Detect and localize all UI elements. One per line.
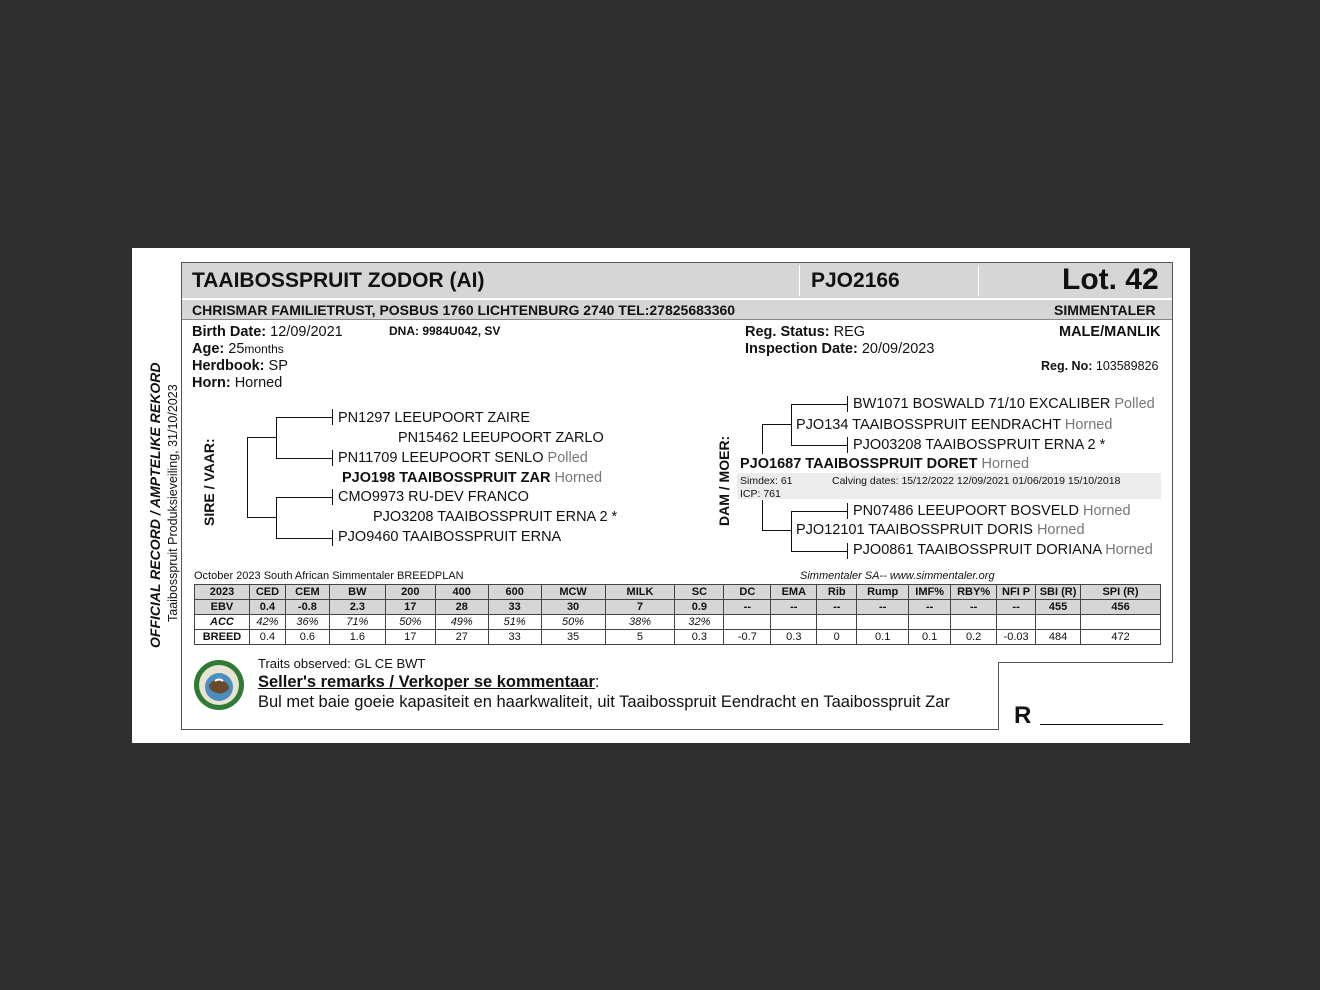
inspection-date: Inspection Date: 20/09/2023 (745, 341, 935, 357)
ebv-cell: 0 (817, 630, 857, 645)
ebv-cell: 455 (1036, 600, 1081, 615)
ebv-cell: 0.4 (249, 600, 285, 615)
ebv-header-cell: Rump (857, 585, 909, 600)
dam-calving-dates: Calving dates: 15/12/2022 12/09/2021 01/06/2019 15/10/2018 (832, 475, 1121, 487)
ebv-cell (1081, 615, 1161, 630)
ebv-cell: -- (997, 600, 1036, 615)
animal-name: TAAIBOSSPRUIT ZODOR (AI) (192, 269, 485, 292)
ebv-cell: -0.03 (997, 630, 1036, 645)
ebv-cell: 484 (1036, 630, 1081, 645)
ebv-cell: 0.3 (771, 630, 817, 645)
ebv-header-cell: RBY% (951, 585, 997, 600)
ebv-row-label: EBV (195, 600, 250, 615)
ebv-header-cell: MILK (605, 585, 675, 600)
ebv-cell (857, 615, 909, 630)
dam-dam-sire: PN07486 LEEUPOORT BOSVELD Horned (853, 503, 1131, 519)
ebv-cell: 17 (385, 630, 435, 645)
ebv-cell: 35 (541, 630, 605, 645)
reg-status: Reg. Status: REG (745, 324, 866, 340)
price-line[interactable] (1040, 724, 1163, 725)
ebv-cell (997, 615, 1036, 630)
ebv-cell: 50% (385, 615, 435, 630)
age: Age: 25months (192, 341, 284, 357)
ebv-header-cell: EMA (771, 585, 817, 600)
ebv-cell: -- (857, 600, 909, 615)
ebv-cell: 38% (605, 615, 675, 630)
ebv-cell: -- (909, 600, 951, 615)
ebv-cell: 1.6 (329, 630, 385, 645)
ebv-cell: -0.8 (285, 600, 329, 615)
dam-sire-dam: PJO03208 TAAIBOSSPRUIT ERNA 2 * (853, 437, 1106, 453)
ebv-cell (909, 615, 951, 630)
reg-number: Reg. No: 103589826 (1041, 359, 1159, 373)
ebv-cell: 456 (1081, 600, 1161, 615)
ebv-cell: 5 (605, 630, 675, 645)
ebv-header-cell: CEM (285, 585, 329, 600)
ebv-cell: -- (771, 600, 817, 615)
ebv-header-cell: 400 (435, 585, 488, 600)
sire-dam-sire: CMO9973 RU-DEV FRANCO (338, 489, 529, 505)
ebv-cell: -- (724, 600, 771, 615)
herdbook: Herdbook: SP (192, 358, 288, 374)
ebv-header-row (195, 585, 1161, 600)
ebv-cell: 42% (249, 615, 285, 630)
ebv-cell: 0.6 (285, 630, 329, 645)
remarks-text: Bul met baie goeie kapasiteit en haarkwaliteit, uit Taaibosspruit Eendracht en Taaibosspruit Zar (258, 693, 950, 711)
official-record-label: OFFICIAL RECORD / AMPTELIKE REKORD (147, 362, 163, 648)
ebv-header-cell: SBI (R) (1036, 585, 1081, 600)
ebv-cell: 36% (285, 615, 329, 630)
ebv-header-cell: MCW (541, 585, 605, 600)
ebv-header-cell: Rib (817, 585, 857, 600)
sire-dam-dam: PJO9460 TAAIBOSSPRUIT ERNA (338, 529, 562, 545)
society-caption: Simmentaler SA-- www.simmentaler.org (800, 570, 995, 582)
dam-label: DAM / MOER: (716, 435, 732, 526)
ebv-header-cell: 600 (488, 585, 541, 600)
breed-society-logo-icon (193, 659, 245, 711)
ebv-cell: 49% (435, 615, 488, 630)
dam-icp: ICP: 761 (740, 488, 781, 500)
dam-dam-dam: PJO0861 TAAIBOSSPRUIT DORIANA Horned (853, 542, 1153, 558)
ebv-cell: 32% (675, 615, 724, 630)
sire-dam: PJO3208 TAAIBOSSPRUIT ERNA 2 * (373, 509, 618, 525)
ebv-header-cell: IMF% (909, 585, 951, 600)
remarks-heading: Seller's remarks / Verkoper se kommentaar: (258, 673, 600, 691)
ebv-header-cell: 200 (385, 585, 435, 600)
traits-observed: Traits observed: GL CE BWT (258, 656, 426, 671)
sire-sire: PN15462 LEEUPOORT ZARLO (398, 430, 604, 446)
dna-info: DNA: 9984U042, SV (389, 324, 501, 338)
ebv-cell (1036, 615, 1081, 630)
ebv-header-cell: SC (675, 585, 724, 600)
dam-dam: PJO12101 TAAIBOSSPRUIT DORIS Horned (796, 522, 1085, 538)
ebv-cell: 0.3 (675, 630, 724, 645)
dam-name: PJO1687 TAAIBOSSPRUIT DORET Horned (740, 456, 1030, 472)
sire-label: SIRE / VAAR: (201, 438, 217, 526)
ebv-cell: 0.4 (249, 630, 285, 645)
ebv-cell: 17 (385, 600, 435, 615)
sire-sire-dam: PN11709 LEEUPOORT SENLO Polled (338, 450, 588, 466)
ebv-row-label: ACC (195, 615, 250, 630)
birth-date: Birth Date: 12/09/2021 (192, 324, 343, 340)
ebv-header-cell: 2023 (195, 585, 250, 600)
ebv-header-cell: DC (724, 585, 771, 600)
sire-name: PJO198 TAAIBOSSPRUIT ZAR Horned (342, 470, 603, 486)
ebv-cell: 7 (605, 600, 675, 615)
ebv-cell: 472 (1081, 630, 1161, 645)
ebv-header-cell: NFI P (997, 585, 1036, 600)
dam-sire: PJO134 TAAIBOSSPRUIT EENDRACHT Horned (796, 417, 1113, 433)
ebv-cell: -- (951, 600, 997, 615)
dam-sire-sire: BW1071 BOSWALD 71/10 EXCALIBER Polled (853, 396, 1155, 412)
lot-number: Lot. 42 (1062, 263, 1159, 296)
price-label: R (1014, 702, 1032, 729)
owner-info: CHRISMAR FAMILIETRUST, POSBUS 1760 LICHTENBURG 2740 TEL:27825683360 (192, 302, 736, 318)
ebv-row-label: BREED (195, 630, 250, 645)
ebv-cell: -- (817, 600, 857, 615)
ebv-cell (951, 615, 997, 630)
ebv-cell: 30 (541, 600, 605, 615)
auction-label: Taaibosspruit Produksieveiling, 31/10/2023 (166, 384, 180, 622)
ebv-cell: 0.9 (675, 600, 724, 615)
breed-avg-row (195, 630, 1161, 645)
acc-row (195, 615, 1161, 630)
ebv-cell: 51% (488, 615, 541, 630)
ebv-cell: 0.1 (909, 630, 951, 645)
ebv-cell: 28 (435, 600, 488, 615)
animal-id: PJO2166 (811, 269, 900, 292)
ebv-cell: 50% (541, 615, 605, 630)
ebv-cell: 0.2 (951, 630, 997, 645)
ebv-header-cell: SPI (R) (1081, 585, 1161, 600)
ebv-cell: 33 (488, 600, 541, 615)
ebv-cell: 71% (329, 615, 385, 630)
ebv-header-cell: BW (329, 585, 385, 600)
ebv-cell: 33 (488, 630, 541, 645)
ebv-cell: 27 (435, 630, 488, 645)
ebv-cell: -0.7 (724, 630, 771, 645)
breed-name: SIMMENTALER (1054, 302, 1156, 318)
sire-sire-sire: PN1297 LEEUPOORT ZAIRE (338, 410, 531, 426)
dam-simdex: Simdex: 61 (740, 475, 793, 487)
ebv-header-cell: CED (249, 585, 285, 600)
horn-status: Horn: Horned (192, 375, 283, 391)
ebv-cell (724, 615, 771, 630)
sex: MALE/MANLIK (1059, 324, 1161, 340)
ebv-cell (817, 615, 857, 630)
ebv-cell (771, 615, 817, 630)
ebv-table (194, 584, 1161, 645)
breedplan-caption: October 2023 South African Simmentaler BREEDPLAN (194, 570, 464, 582)
ebv-cell: 2.3 (329, 600, 385, 615)
ebv-row (195, 600, 1161, 615)
ebv-cell: 0.1 (857, 630, 909, 645)
